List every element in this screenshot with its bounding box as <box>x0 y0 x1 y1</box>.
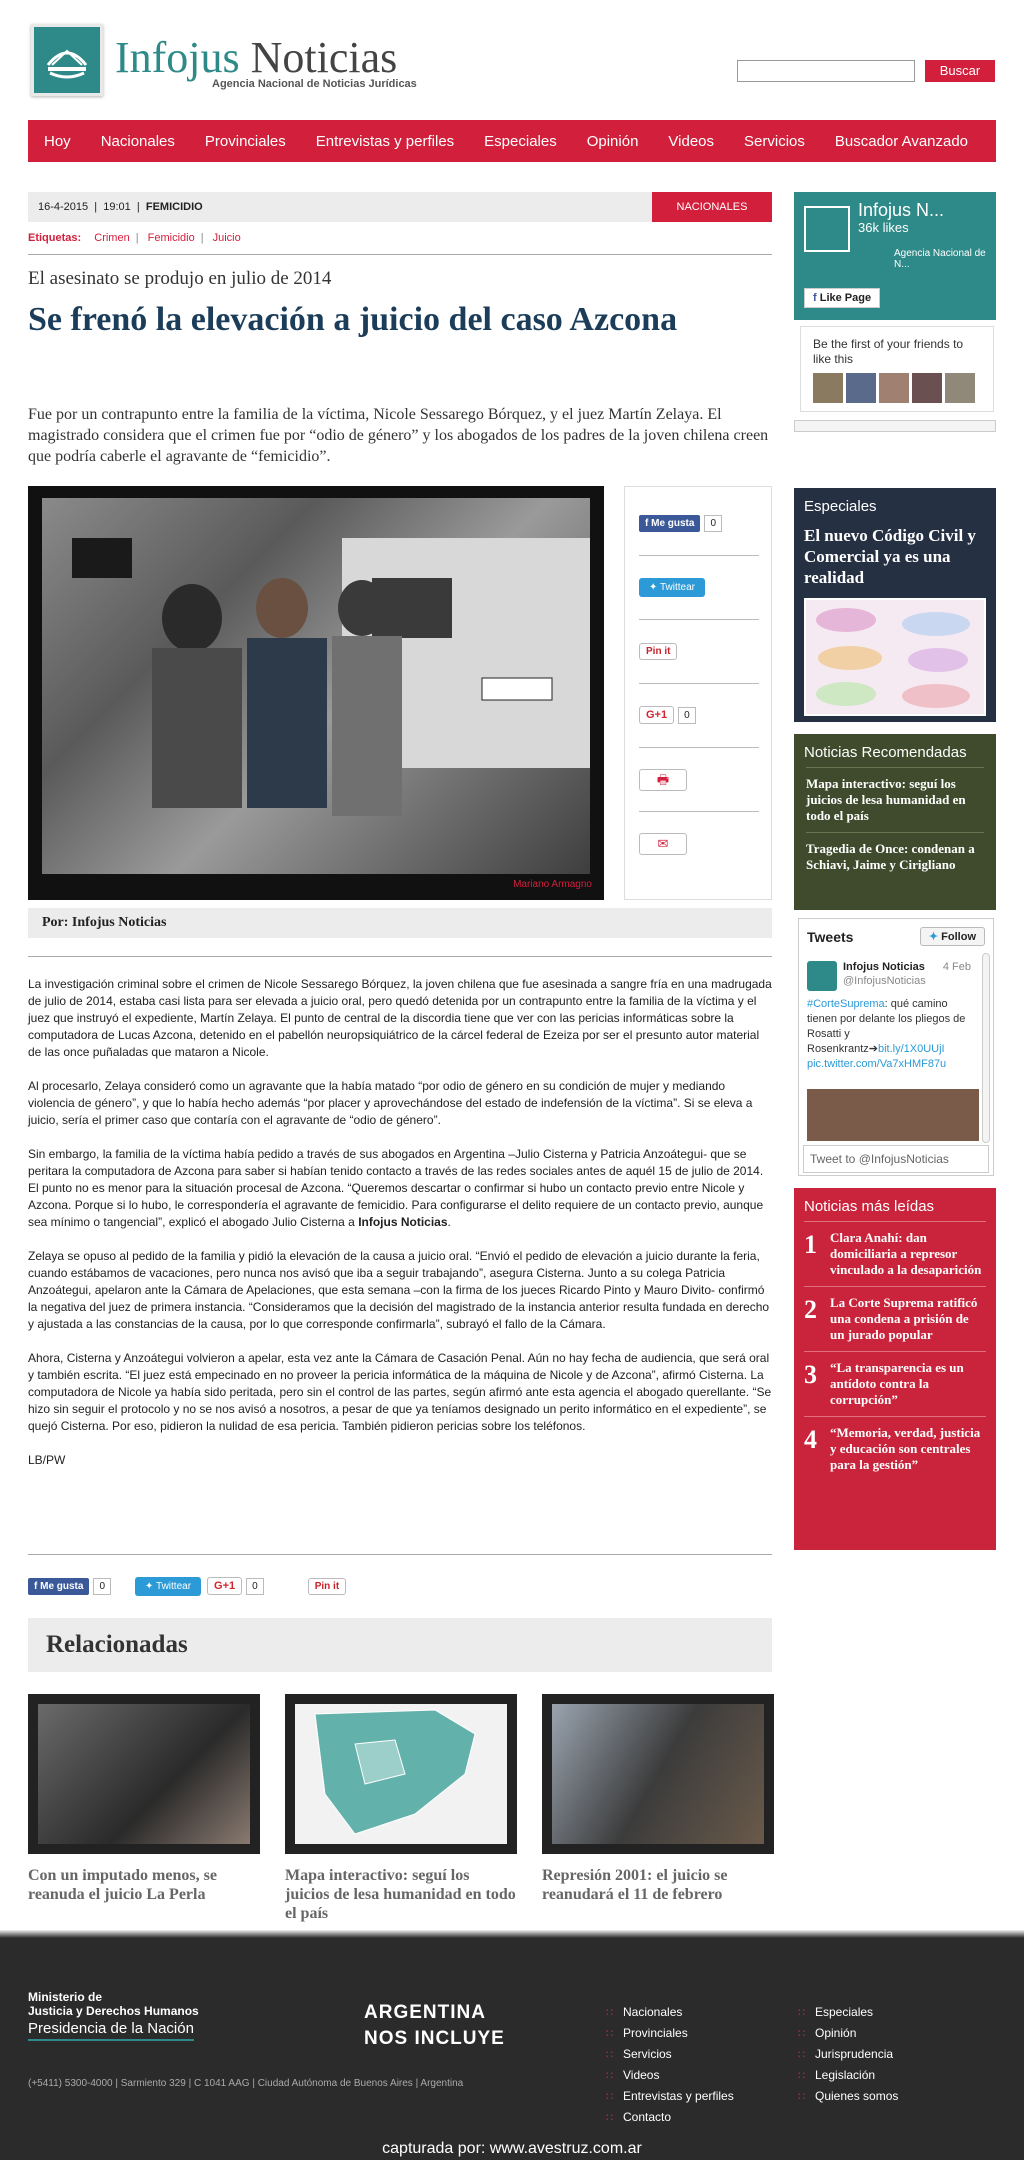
mas-leida-item[interactable] <box>794 1222 996 1286</box>
avatar[interactable] <box>912 373 942 403</box>
logo-wordmark-part2: Noticias <box>250 33 398 82</box>
article-topic: FEMICIDIO <box>145 201 203 213</box>
mas-leida-rank: 2 <box>804 1295 817 1324</box>
twitter-bird-icon: ✦ <box>649 582 658 593</box>
main-nav <box>28 120 996 162</box>
article-paragraph <box>28 1146 772 1231</box>
argentina-line2: NOS INCLUYE <box>364 2028 505 2049</box>
footer-link[interactable]: ∷ Servicios <box>606 2044 734 2065</box>
tweet-media-link[interactable]: pic.twitter.com/Va7xHMF87u <box>807 1058 947 1070</box>
footer-fade <box>0 1930 1024 1938</box>
related-item[interactable] <box>285 1694 517 1923</box>
tweet-hashtag[interactable]: #CorteSuprema <box>807 998 885 1010</box>
photo-credit: Mariano Armagno <box>513 879 592 890</box>
twitter-bird-icon: ✦ <box>145 1580 154 1592</box>
share-bar-bottom <box>28 1574 346 1598</box>
related-item[interactable] <box>28 1694 260 1904</box>
article-kicker: El asesinato se produjo en julio de 2014 <box>28 268 332 289</box>
nav-item-opinion[interactable]: Opinión <box>586 132 639 150</box>
article-tags: Etiquetas: Crimen | Femicidio | Juicio <box>28 232 241 244</box>
twitter-follow-label: Follow <box>941 931 976 943</box>
facebook-widget-scrollbar[interactable] <box>794 420 996 432</box>
article-paragraph: La investigación criminal sobre el crimen de Nicole Sessarego Bórquez, la joven chilena que fue asesinada a sangre fría en una madrugada de julio de 2014, estaba casi lista para ser elevada a juicio oral, pero quedó detenida por un contrapunto entre la familia de la víctima y el juez que instruyó el expediente, Martín Zelaya. El punto de central de la discordia tiene que ver con las pericias informáticas sobre la computadora de Lucas Azcona, detenido en el pabellón neuropsiquiátrico de la cárcel federal de Ezeiza por ser el presunto autor material de las once puñaladas que mataron a Nicole. <box>28 977 772 1059</box>
related-image[interactable] <box>28 1694 260 1854</box>
article-meta-bar: 16-4-2015 | 19:01 | FEMICIDIO <box>28 192 772 222</box>
divider <box>639 683 759 684</box>
avatar[interactable] <box>879 373 909 403</box>
presidencia-logo[interactable]: Presidencia de la Nación <box>28 2020 194 2041</box>
google-plus-count: 0 <box>678 707 696 724</box>
recomendadas-box <box>794 734 996 910</box>
google-plus-share <box>639 705 696 724</box>
twitter-tweet-label: Twittear <box>660 582 696 593</box>
article-date: 16-4-2015 <box>38 201 89 213</box>
divider <box>28 1554 772 1555</box>
search-input[interactable] <box>737 60 915 82</box>
article-paragraph: Ahora, Cisterna y Anzoátegui volvieron a apelar, esta vez ante la Cámara de Casación Penal. Aún no hay fecha de audiencia, que será oral y también escrita. “El juez está empecinado en no proveer la pericia informática de la máquina de Nicole y de Azcona”, afirmó Cisterna. La computadora de Nicole ya había sido peritada, pero sin el control de las partes, según afirmó ante esta agencia el abogado querellante. “Se hizo sin seguir el protocolo y no se nos avisó a nosotros, a pesar de que ya teníamos designado un perito informático en el expediente”, se quejó Cisterna. Por eso, pidieron la nulidad de esa pericia. También pidieron pericias sobre los teléfonos. <box>28 1351 772 1433</box>
facebook-page-subtitle: Agencia Nacional de N... <box>894 248 986 270</box>
facebook-page-name[interactable]: Infojus N... <box>858 200 945 220</box>
article-photo[interactable] <box>28 486 604 900</box>
argentina-nos-incluye-logo <box>364 2000 505 2052</box>
article-signature: LB/PW <box>28 1453 66 1467</box>
footer-link[interactable]: ∷ Opinión <box>798 2023 898 2044</box>
facebook-like-button[interactable]: f Me gusta <box>28 1578 89 1595</box>
tweet-author-name[interactable]: Infojus Noticias <box>843 961 925 973</box>
mas-leida-rank: 3 <box>804 1360 817 1389</box>
facebook-share <box>639 513 722 532</box>
nav-item-nacionales[interactable]: Nacionales <box>100 132 175 150</box>
pinterest-button[interactable]: Pin it <box>639 643 677 660</box>
footer-link[interactable]: ∷ Nacionales <box>606 2002 734 2023</box>
footer-links-col2 <box>798 2002 898 2107</box>
ministerio-line1: Ministerio de <box>28 1990 103 2004</box>
footer-link[interactable]: ∷ Especiales <box>798 2002 898 2023</box>
print-share <box>639 769 687 791</box>
facebook-like-label: Me gusta <box>40 1580 84 1592</box>
footer-link[interactable]: ∷ Legislación <box>798 2065 898 2086</box>
especiales-headline[interactable]: El nuevo Código Civil y Comercial ya es una realidad <box>804 526 976 587</box>
related-item-title[interactable]: Mapa interactivo: seguí los juicios de lesa humanidad en todo el país <box>285 1867 516 1922</box>
article-paragraph: Zelaya se opuso al pedido de la familia y pidió la elevación de la causa a juicio oral. “Envió el pedido de elevación a juicio durante la feria, cuando estábamos de vacaciones, pero nunca nos avisó que iba a seguir trabajando”, asegura Cisterna. Junto a su colega Patricia Anzoátegui, apelaron ante la Cámara de Apelaciones, que esta semana –con la firma de los jueces Ricardo Pinto y Mauro Divito- confirmó la negativa del juez de primera instancia. “Consideramos que la decisión del magistrado de la instancia anterior resulta fundada en derecho y ajustada a las constancias de la causa, por lo que corresponde confirmarla”, subrayó el fallo de la Cámara. <box>28 1249 770 1331</box>
facebook-like-page-button[interactable] <box>804 288 880 308</box>
divider <box>639 619 759 620</box>
ministerio-logo[interactable] <box>28 1990 199 2018</box>
article-lead: Fue por un contrapunto entre la familia de la víctima, Nicole Sessarego Bórquez, y el juez Martín Zelaya. El magistrado considera que el crimen fue por “odio de género” y los abogados de los padres de la joven chilena creen que podría caberle el agravante de “femicidio”. <box>28 406 769 465</box>
mas-leidas-box <box>794 1188 996 1550</box>
tweet-author-handle[interactable]: @InfojusNoticias <box>843 975 926 987</box>
facebook-like-page-label: Like Page <box>819 292 872 304</box>
footer-link[interactable]: ∷ Quienes somos <box>798 2086 898 2107</box>
twitter-bird-icon: ✦ <box>928 931 939 943</box>
pinterest-button[interactable]: Pin it <box>308 1578 346 1595</box>
divider <box>639 811 759 812</box>
tweet-to-input[interactable]: Tweet to @InfojusNoticias <box>803 1145 989 1173</box>
recomendada-item[interactable]: Mapa interactivo: seguí los juicios de lesa humanidad en todo el país <box>806 776 966 823</box>
mas-leida-item[interactable] <box>794 1287 996 1351</box>
twitter-tweet-button[interactable] <box>135 1577 201 1596</box>
footer-link[interactable]: ∷ Videos <box>606 2065 734 2086</box>
email-icon[interactable]: ✉ <box>639 833 687 855</box>
divider <box>28 956 772 957</box>
nav-item-buscador[interactable]: Buscador Avanzado <box>834 132 969 150</box>
section-tag[interactable]: NACIONALES <box>652 192 772 222</box>
pinterest-share <box>639 641 677 660</box>
argentina-line1: ARGENTINA <box>364 2002 486 2023</box>
related-image[interactable] <box>285 1694 517 1854</box>
share-column <box>624 486 772 900</box>
mas-leida-item[interactable] <box>794 1352 996 1416</box>
related-item-title[interactable]: Represión 2001: el juicio se reanudará el 11 de febrero <box>542 1867 728 1903</box>
recomendadas-title: Noticias Recomendadas <box>804 744 967 761</box>
tag-link[interactable]: Femicidio <box>147 232 195 244</box>
avatar[interactable] <box>846 373 876 403</box>
twitter-follow-button[interactable] <box>920 927 985 946</box>
divider <box>639 555 759 556</box>
tweet-media-image[interactable] <box>807 1089 979 1141</box>
article-paragraph-text: Sin embargo, la familia de la víctima había pedido a través de sus abogados en Argentina –Julio Cisterna y Patricia Anzoátegui- que se peritara la computadora de Azcona para saber si habían tenido contacto a través de las redes sociales antes de aquél 15 de julio de 2014. El punto no es menor para la situación procesal de Azcona. “Queremos descartar o confirmar si hubo un contacto previo entre Nicole y Azcona. Porque si lo hubo, le correspondería el agravante de femicidio. Para configurarse el delito requiere de un contacto previo, aunque sea mínimo o tangencial”, explicó el abogado Julio Cisterna a <box>28 1147 764 1229</box>
nav-item-provinciales[interactable]: Provinciales <box>204 132 286 150</box>
article-paragraph: Al procesarlo, Zelaya consideró como un agravante que la había matado “por odio de género en su condición de mujer y mediando violencia de género”, y que lo había hecho además “por placer y aprovechándose del estado de indefensión de la víctima”. Si se eleva a juicio, sería el primer caso que contaría con el agravante de “odio de género”. <box>28 1079 753 1127</box>
friend-avatars <box>813 373 981 403</box>
tags-label: Etiquetas: <box>28 232 82 244</box>
google-plus-count: 0 <box>246 1578 264 1595</box>
facebook-friends-text <box>800 326 994 412</box>
article-headline: Se frenó la elevación a juicio del caso Azcona <box>28 301 678 338</box>
mas-leida-title[interactable]: “Memoria, verdad, justicia y educación son centrales para la gestión” <box>830 1425 981 1472</box>
tweet-text <box>807 997 979 1072</box>
tweet-link[interactable]: bit.ly/1X0UUjI <box>877 1043 945 1055</box>
related-image[interactable] <box>542 1694 774 1854</box>
logo-icon[interactable] <box>31 24 103 96</box>
twitter-widget <box>798 918 994 1176</box>
especiales-image[interactable] <box>804 598 986 716</box>
article-byline: Por: Infojus Noticias <box>28 908 772 938</box>
twitter-widget-scrollbar[interactable] <box>982 953 990 1143</box>
facebook-like-count: 0 <box>93 1578 111 1595</box>
divider <box>639 747 759 748</box>
twitter-share <box>639 577 705 597</box>
footer-link[interactable]: ∷ Jurisprudencia <box>798 2044 898 2065</box>
tag-link[interactable]: Crimen <box>94 232 130 244</box>
google-plus-button[interactable]: G+1 <box>639 706 674 724</box>
article-body <box>28 976 772 1486</box>
divider <box>28 254 772 255</box>
google-plus-button[interactable]: G+1 <box>207 1577 242 1595</box>
mas-leida-title[interactable]: “La transparencia es un antídoto contra la corrupción” <box>830 1360 964 1407</box>
facebook-friends-label: Be the first of your friends to like this <box>813 337 964 366</box>
footer-link[interactable]: ∷ Provinciales <box>606 2023 734 2044</box>
logo-wordmark-part1: Infojus <box>115 33 240 82</box>
search-button[interactable]: Buscar <box>925 60 995 82</box>
avatar[interactable] <box>813 373 843 403</box>
related-title: Relacionadas <box>28 1618 772 1672</box>
avatar[interactable] <box>807 961 837 991</box>
mas-leida-rank: 1 <box>804 1230 817 1259</box>
nav-item-servicios[interactable]: Servicios <box>744 132 805 150</box>
mas-leida-rank: 4 <box>804 1425 817 1454</box>
footer-link[interactable]: ∷ Contacto <box>606 2107 734 2128</box>
tweet-body: : qué camino tienen por delante los pliegos de Rosatti y Rosenkrantz➔ <box>807 998 966 1055</box>
tag-link[interactable]: Juicio <box>212 232 241 244</box>
twitter-tweet-label: Twittear <box>156 1580 192 1592</box>
facebook-page-widget[interactable] <box>794 192 996 320</box>
tweet-date[interactable]: 4 Feb <box>942 961 971 973</box>
avatar[interactable] <box>945 373 975 403</box>
related-item-title[interactable]: Con un imputado menos, se reanuda el juicio La Perla <box>28 1867 217 1903</box>
tweets-title: Tweets <box>807 929 854 945</box>
logo-subtitle: Agencia Nacional de Noticias Jurídicas <box>212 78 417 90</box>
nav-item-hoy[interactable]: Hoy <box>44 132 71 150</box>
nav-item-entrevistas[interactable]: Entrevistas y perfiles <box>315 132 455 150</box>
related-item[interactable] <box>542 1694 774 1904</box>
footer-link[interactable]: ∷ Entrevistas y perfiles <box>606 2086 734 2107</box>
facebook-icon: f <box>813 292 817 304</box>
logo-icon <box>804 206 850 252</box>
nav-item-videos[interactable]: Videos <box>668 132 715 150</box>
twitter-tweet-button[interactable] <box>639 578 705 597</box>
facebook-like-label: Me gusta <box>651 518 695 529</box>
site-header <box>0 0 1024 120</box>
article-time: 19:01 <box>103 201 131 213</box>
footer-links-col1 <box>606 2002 734 2128</box>
ministerio-line2: Justicia y Derechos Humanos <box>28 2004 199 2018</box>
mas-leida-title[interactable]: La Corte Suprema ratificó una condena a prisión de un jurado popular <box>830 1295 978 1342</box>
mas-leida-title[interactable]: Clara Anahí: dan domiciliaria a represor vinculado a la desaparición <box>830 1230 982 1277</box>
email-share <box>639 833 687 855</box>
footer-address: (+5411) 5300-4000 | Sarmiento 329 | C 1041 AAG | Ciudad Autónoma de Buenos Aires | Argentina <box>28 2078 464 2089</box>
especiales-box <box>794 488 996 722</box>
article-paragraph-bold: Infojus Noticias <box>358 1215 448 1229</box>
print-icon[interactable]: 🖶 <box>639 769 687 791</box>
logo-wordmark[interactable] <box>115 34 397 82</box>
mas-leida-item[interactable] <box>794 1417 996 1481</box>
capture-watermark: capturada por: www.avestruz.com.ar <box>382 2140 642 2157</box>
article-paragraph-end: . <box>447 1215 451 1229</box>
mas-leidas-title: Noticias más leídas <box>804 1198 935 1215</box>
especiales-title[interactable]: Especiales <box>804 498 877 515</box>
facebook-page-likes: 36k likes <box>858 220 909 235</box>
facebook-like-button[interactable]: f Me gusta <box>639 515 700 532</box>
recomendada-item[interactable]: Tragedia de Once: condenan a Schiavi, Jaime y Cirigliano <box>806 841 975 872</box>
facebook-like-count: 0 <box>704 515 722 532</box>
nav-item-especiales[interactable]: Especiales <box>484 132 557 150</box>
article-photo-image <box>42 498 590 874</box>
